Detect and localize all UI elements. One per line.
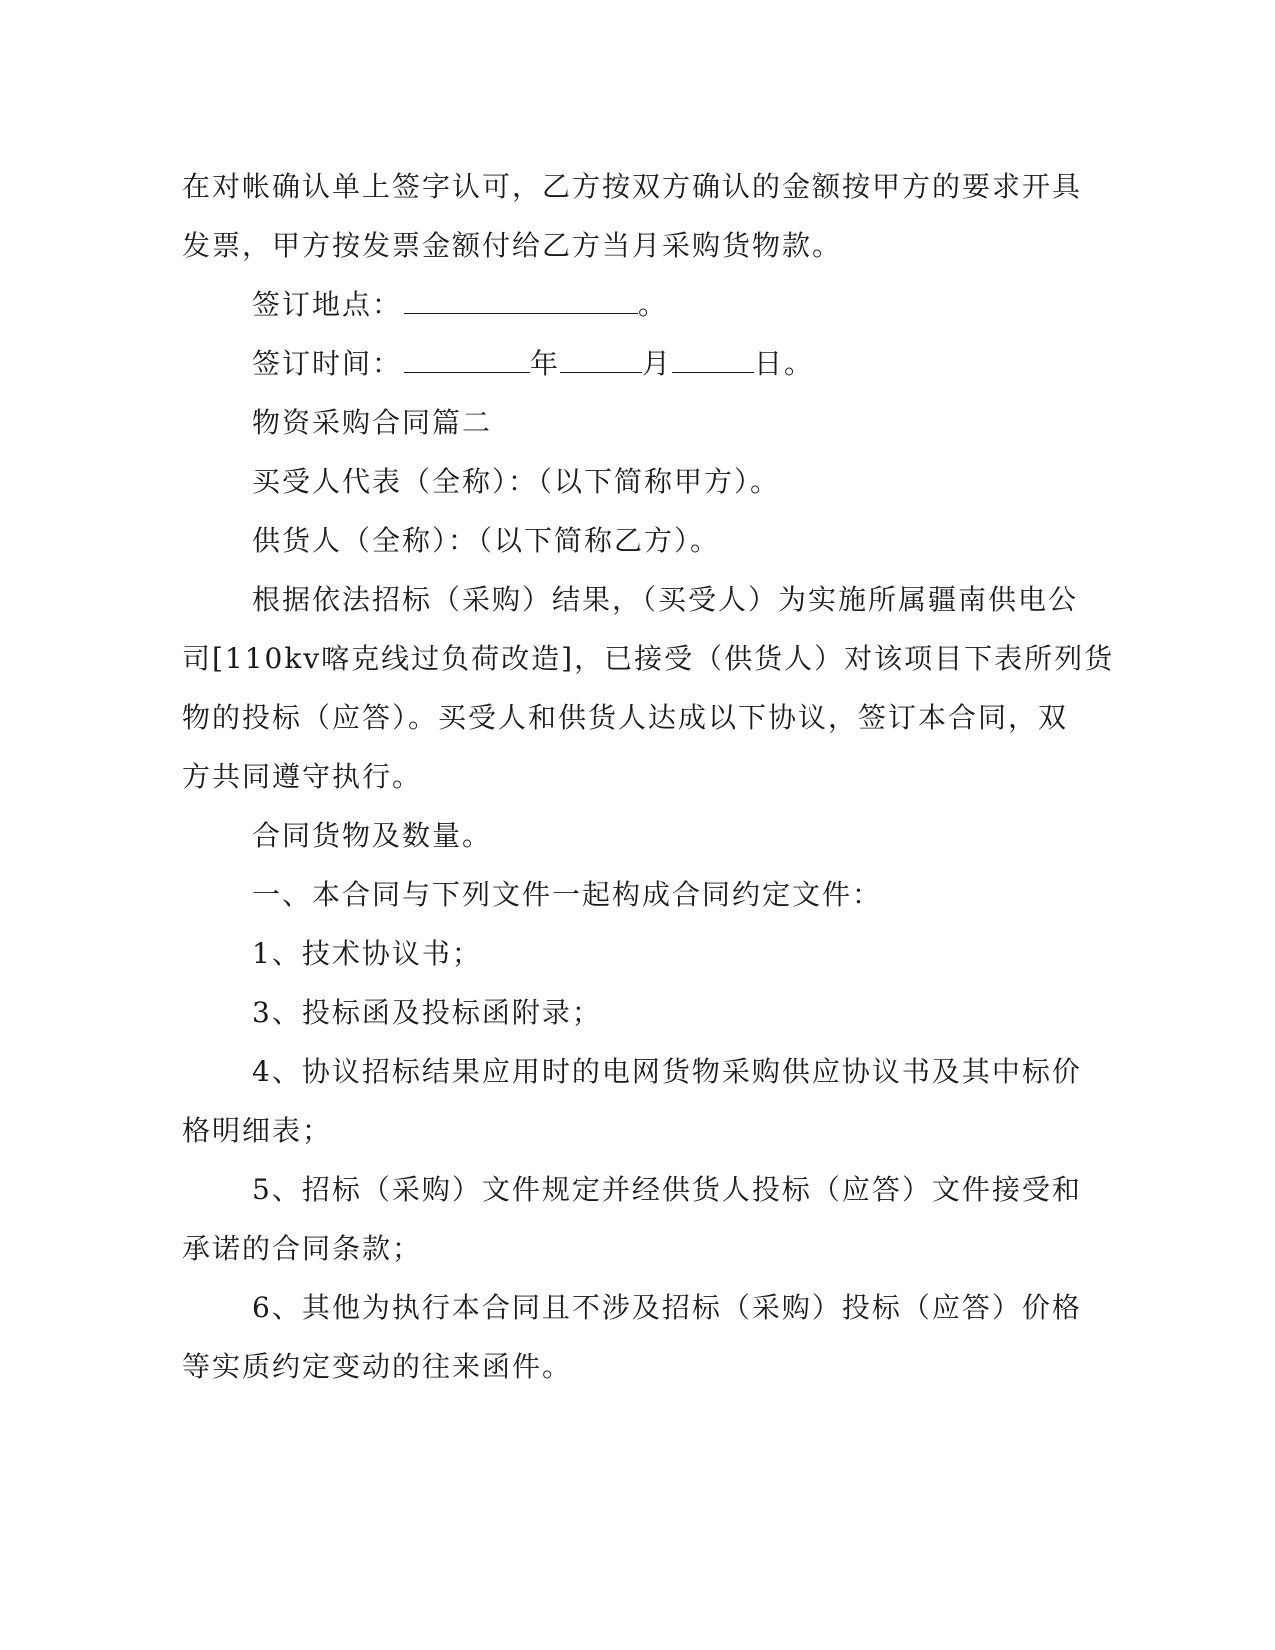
year-blank (404, 348, 530, 373)
text-line: 方共同遵守执行。 (182, 760, 423, 793)
list-item: 6、其他为执行本合同且不涉及招标（采购）投标（应答）价格 (252, 1291, 1082, 1324)
text-line: 发票，甲方按发票金额付给乙方当月采购货物款。 (182, 229, 843, 262)
text-line: 物的投标（应答）。买受人和供货人达成以下协议，签订本合同，双 (182, 701, 1069, 734)
day-blank (672, 348, 754, 373)
text-line: 根据依法招标（采购）结果，（买受人）为实施所属疆南供电公 (252, 583, 1079, 616)
list-item-continuation: 承诺的合同条款； (182, 1232, 423, 1265)
text-line: 在对帐确认单上签字认可，乙方按双方确认的金额按甲方的要求开具 (182, 170, 1083, 203)
goods-line: 合同货物及数量。 (252, 819, 493, 852)
list-item: 3、投标函及投标函附录； (252, 996, 602, 1029)
document-body (182, 157, 1115, 1396)
buyer-line: 买受人代表（全称）：（以下简称甲方）。 (252, 465, 781, 498)
text-line: 司[110kv喀克线过负荷改造]，已接受（供货人）对该项目下表所列货 (182, 642, 1115, 675)
signing-place-label: 签订地点： (252, 288, 403, 321)
year-label: 年 (530, 347, 561, 380)
list-item: 4、协议招标结果应用时的电网货物采购供应协议书及其中标价 (252, 1055, 1082, 1088)
month-blank (560, 348, 642, 373)
list-item-continuation: 格明细表； (182, 1114, 333, 1147)
item-intro: 一、本合同与下列文件一起构成合同约定文件： (252, 878, 883, 911)
punctuation: 。 (638, 288, 669, 321)
supplier-line: 供货人（全称）：（以下简称乙方）。 (252, 524, 721, 557)
list-item-continuation: 等实质约定变动的往来函件。 (182, 1350, 573, 1383)
signing-place-line (182, 275, 1042, 334)
signing-time-label: 签订时间： (252, 347, 403, 380)
list-item: 1、技术协议书； (252, 937, 482, 970)
month-label: 月 (642, 347, 673, 380)
list-item: 5、招标（采购）文件规定并经供货人投标（应答）文件接受和 (252, 1173, 1082, 1206)
signing-time-line (182, 334, 1042, 393)
section-title: 物资采购合同篇二 (252, 406, 493, 439)
signing-place-blank (404, 289, 638, 314)
day-label: 日。 (754, 347, 815, 380)
